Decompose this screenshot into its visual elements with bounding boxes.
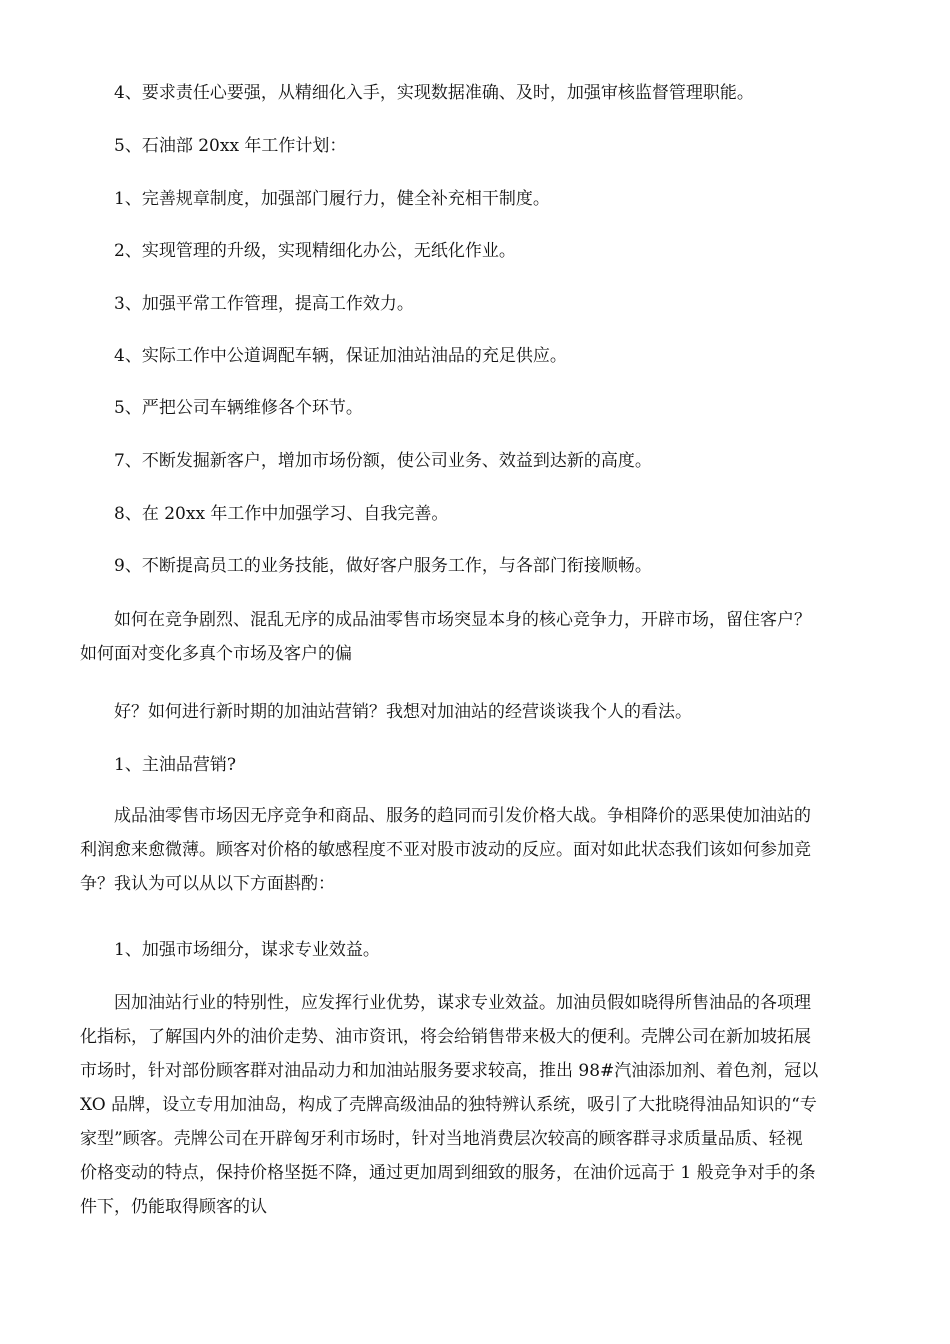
text-line: 9、不断提高员工的业务技能，做好客户服务工作，与各部门衔接顺畅。 [80, 556, 652, 576]
text-line: 化指标，了解国内外的油价走势、油市资讯，将会给销售带来极大的便利。壳牌公司在新加坡拓展 [80, 1027, 811, 1047]
paragraph [80, 497, 862, 531]
text-line: 5、石油部 20xx 年工作计划： [80, 136, 347, 156]
text-line: 4、要求责任心要强，从精细化入手，实现数据准确、及时，加强审核监督管理职能。 [80, 83, 754, 103]
text-line: 成品油零售市场因无序竞争和商品、服务的趋同而引发价格大战。争相降价的恶果使加油站的 [80, 806, 811, 826]
paragraph [80, 129, 862, 163]
text-line: 利润愈来愈微薄。顾客对价格的敏感程度不亚对股市波动的反应。面对如此状态我们该如何参加竞 [80, 840, 811, 860]
text-line: 8、在 20xx 年工作中加强学习、自我完善。 [80, 504, 449, 524]
text-line: 如何面对变化多真个市场及客户的偏 [80, 644, 352, 664]
text-line: 3、加强平常工作管理，提高工作效力。 [80, 294, 414, 314]
text-line: 1、完善规章制度，加强部门履行力，健全补充相干制度。 [80, 189, 550, 209]
paragraph [80, 234, 862, 268]
text-line: 好？如何进行新时期的加油站营销？我想对加油站的经营谈谈我个人的看法。 [80, 702, 692, 722]
paragraph [80, 933, 862, 967]
paragraph [80, 695, 862, 729]
paragraph [80, 76, 862, 110]
paragraph [80, 287, 862, 321]
text-line: 5、严把公司车辆维修各个环节。 [80, 398, 363, 418]
paragraph [80, 339, 862, 373]
paragraph [80, 182, 862, 216]
text-line: 如何在竞争剧烈、混乱无序的成品油零售市场突显本身的核心竞争力，开辟市场，留住客户？ [80, 610, 811, 630]
text-line: 4、实际工作中公道调配车辆，保证加油站油品的充足供应。 [80, 346, 567, 366]
paragraph [80, 799, 862, 901]
text-line: 1、加强市场细分，谋求专业效益。 [80, 940, 380, 960]
paragraph [80, 549, 862, 583]
paragraph [80, 603, 862, 671]
text-line: 家型”顾客。壳牌公司在开辟匈牙利市场时，针对当地消费层次较高的顾客群寻求质量品质、轻视 [80, 1129, 803, 1149]
text-line: 2、实现管理的升级，实现精细化办公，无纸化作业。 [80, 241, 516, 261]
text-line: XO 品牌，设立专用加油岛，构成了壳牌高级油品的独特辨认系统，吸引了大批晓得油品知识的“专 [80, 1095, 817, 1115]
paragraph [80, 391, 862, 425]
text-line: 7、不断发掘新客户，增加市场份额，使公司业务、效益到达新的高度。 [80, 451, 652, 471]
text-line: 市场时，针对部份顾客群对油品动力和加油站服务要求较高，推出 98#汽油添加剂、着色剂，冠以 [80, 1061, 819, 1081]
text-line: 件下，仍能取得顾客的认 [80, 1197, 267, 1217]
text-line: 1、主油品营销? [80, 755, 236, 775]
paragraph [80, 986, 862, 1224]
paragraph [80, 444, 862, 478]
text-line: 因加油站行业的特别性，应发挥行业优势，谋求专业效益。加油员假如晓得所售油品的各项理 [80, 993, 811, 1013]
text-line: 争？我认为可以从以下方面斟酌： [80, 874, 335, 894]
text-line: 价格变动的特点，保持价格坚挺不降，通过更加周到细致的服务，在油价远高于 1 般竞争对手的条 [80, 1163, 816, 1183]
paragraph [80, 748, 862, 782]
